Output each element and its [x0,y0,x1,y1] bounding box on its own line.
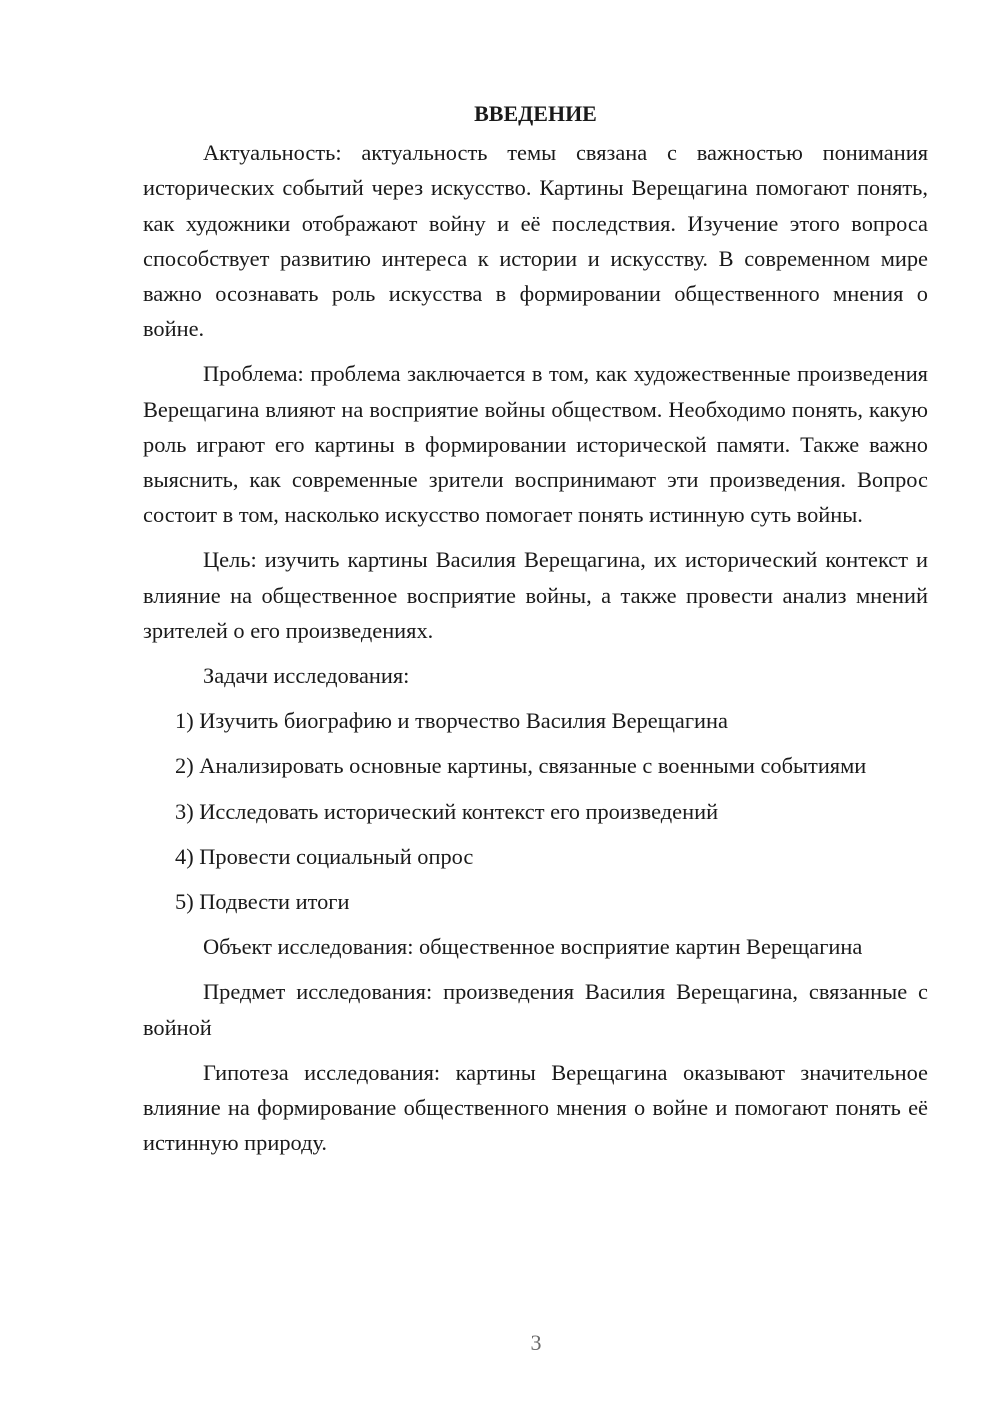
task-item: 5) Подвести итоги [175,889,350,915]
task-item: 3) Исследовать исторический контекст его произведений [175,798,719,824]
task-item: 4) Провести социальный опрос [175,843,474,869]
page-number: 3 [530,1330,542,1355]
paragraph-goal: Цель: изучить картины Василия Верещагина, их исторический контекст и влияние на общественное восприятие войны, а также провести анализ мнений зрителей о его произведениях. [143,547,928,643]
task-item: 2) Анализировать основные картины, связанные с военными событиями [175,753,867,779]
paragraph-relevance: Актуальность: актуальность темы связана с важностью понимания исторических событий через искусство. Картины Верещагина помогают понять, как художники отображают войну и её последствия. Изучение этого вопроса способствует развитию интереса к истории и искусству. В современном мире важно осознавать роль искусства в формировании общественного мнения о войне. [143,140,928,342]
task-item: 1) Изучить биографию и творчество Василия Верещагина [175,708,728,734]
section-heading: ВВЕДЕНИЕ [474,101,597,126]
tasks-label: Задачи исследования: [203,663,410,689]
paragraph-problem: Проблема: проблема заключается в том, как художественные произведения Верещагина влияют на восприятие войны обществом. Необходимо понять, какую роль играют его картины в формировании исторической памяти. Также важно выяснить, как современные зрители воспринимают эти произведения. Вопрос состоит в том, насколько искусство помогает понять истинную суть войны. [143,361,928,528]
paragraph-subject: Предмет исследования: произведения Василия Верещагина, связанные с войной [143,979,928,1040]
document-body [143,96,928,1170]
paragraph-object: Объект исследования: общественное восприятие картин Верещагина [203,934,863,960]
paragraph-hypothesis: Гипотеза исследования: картины Верещагина оказывают значительное влияние на формирование общественного мнения о войне и помогают понять её истинную природу. [143,1059,928,1156]
